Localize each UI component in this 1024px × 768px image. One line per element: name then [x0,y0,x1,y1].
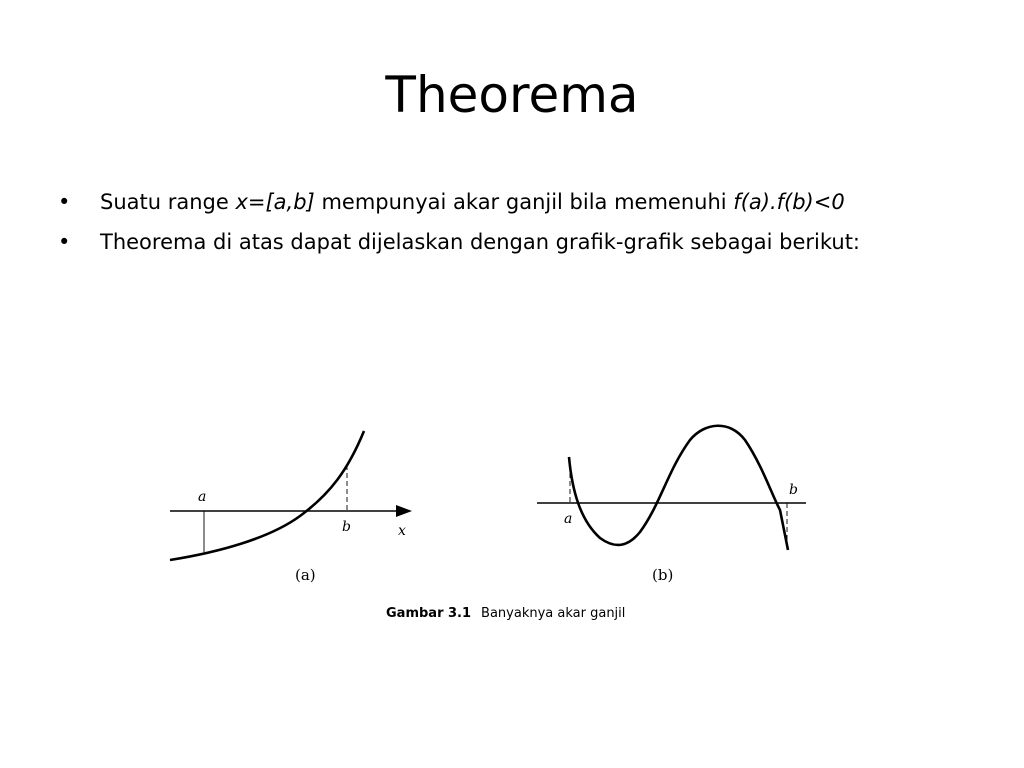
bullet-marker: • [58,230,71,254]
panel-b-graph [537,426,806,584]
label-a: a [564,511,573,527]
bullet-text-part: Suatu range [100,190,236,214]
function-curve-b [569,426,788,550]
bullet-text-italic-range: x=[a,b] [235,190,315,214]
bullet-text: Theorema di atas dapat dijelaskan dengan grafik-grafik sebagai berikut: [100,230,860,254]
panel-a-graph [170,431,412,584]
figure-caption [386,605,625,623]
bullet-marker: • [58,190,71,214]
bullet-text-part: mempunyai akar ganjil bila memenuhi [314,190,734,214]
x-axis-arrowhead [396,505,412,517]
sublabel-b: (b) [652,566,674,584]
caption-text: Banyaknya akar ganjil [481,606,626,621]
slide-title: Theorema [385,66,639,124]
caption-label: Gambar 3.1 [386,606,472,621]
label-b: b [342,519,351,535]
bullet-text-italic-condition: f(a).f(b)<0 [733,190,845,214]
label-a: a [198,489,207,505]
label-b: b [789,482,798,498]
label-x: x [398,523,406,539]
sublabel-a: (a) [295,566,316,584]
